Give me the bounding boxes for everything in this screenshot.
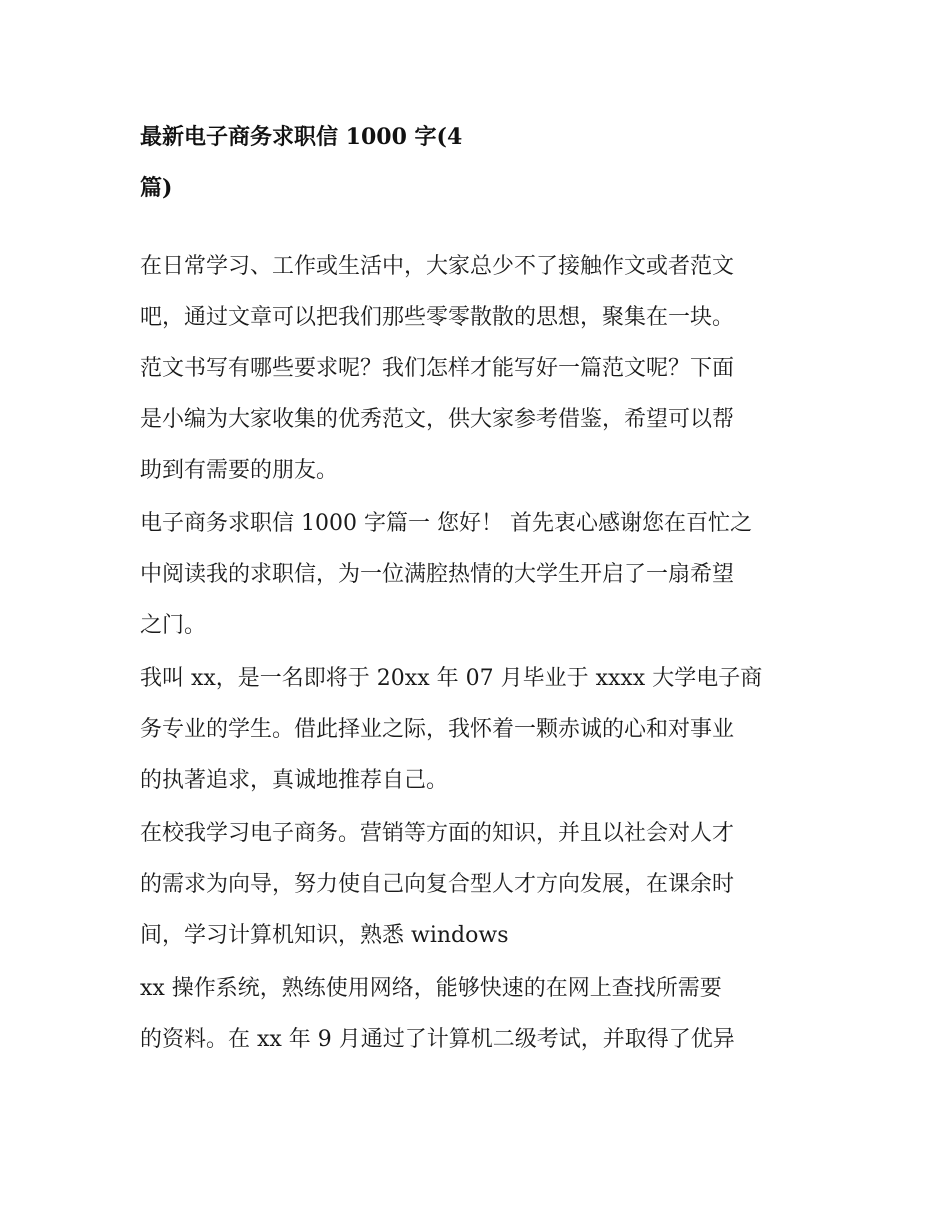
document-title	[140, 112, 815, 214]
document-body	[140, 241, 815, 1065]
text-line: 在校我学习电子商务。营销等方面的知识，并且以社会对人才	[140, 821, 735, 846]
title-line: 最新电子商务求职信 1000 字(4	[140, 124, 463, 150]
text-line: 我叫 xx，是一名即将于 20xx 年 07 月毕业于 xxxx 大学电子商	[140, 666, 763, 691]
text-line: 的需求为向导，努力使自己向复合型人才方向发展，在课余时	[140, 872, 735, 897]
text-line: 吧，通过文章可以把我们那些零零散散的思想，聚集在一块。	[140, 305, 735, 330]
paragraph-computer-skills	[140, 963, 815, 1065]
text-line: 助到有需要的朋友。	[140, 458, 339, 483]
paragraph-studies	[140, 808, 815, 961]
text-line: 务专业的学生。借此择业之际，我怀着一颗赤诚的心和对事业	[140, 717, 735, 742]
text-line: 在日常学习、工作或生活中，大家总少不了接触作文或者范文	[140, 254, 735, 279]
text-line: 间，学习计算机知识，熟悉 windows	[140, 923, 509, 948]
title-line: 篇)	[140, 175, 173, 201]
text-line: xx 操作系统，熟练使用网络，能够快速的在网上查找所需要	[140, 976, 722, 1001]
text-line: 是小编为大家收集的优秀范文，供大家参考借鉴，希望可以帮	[140, 407, 735, 432]
text-line: 的资料。在 xx 年 9 月通过了计算机二级考试，并取得了优异	[140, 1027, 735, 1052]
paragraph-letter-opening	[140, 498, 815, 651]
document-content	[140, 112, 815, 1067]
text-line: 的执著追求，真诚地推荐自己。	[140, 768, 449, 793]
paragraph-intro	[140, 241, 815, 496]
text-line: 范文书写有哪些要求呢？我们怎样才能写好一篇范文呢？下面	[140, 356, 735, 381]
text-line: 中阅读我的求职信，为一位满腔热情的大学生开启了一扇希望	[140, 562, 735, 587]
text-line: 之门。	[140, 613, 207, 638]
paragraph-self-introduction	[140, 653, 815, 806]
text-line: 电子商务求职信 1000 字篇一 您好！ 首先衷心感谢您在百忙之	[140, 511, 752, 536]
